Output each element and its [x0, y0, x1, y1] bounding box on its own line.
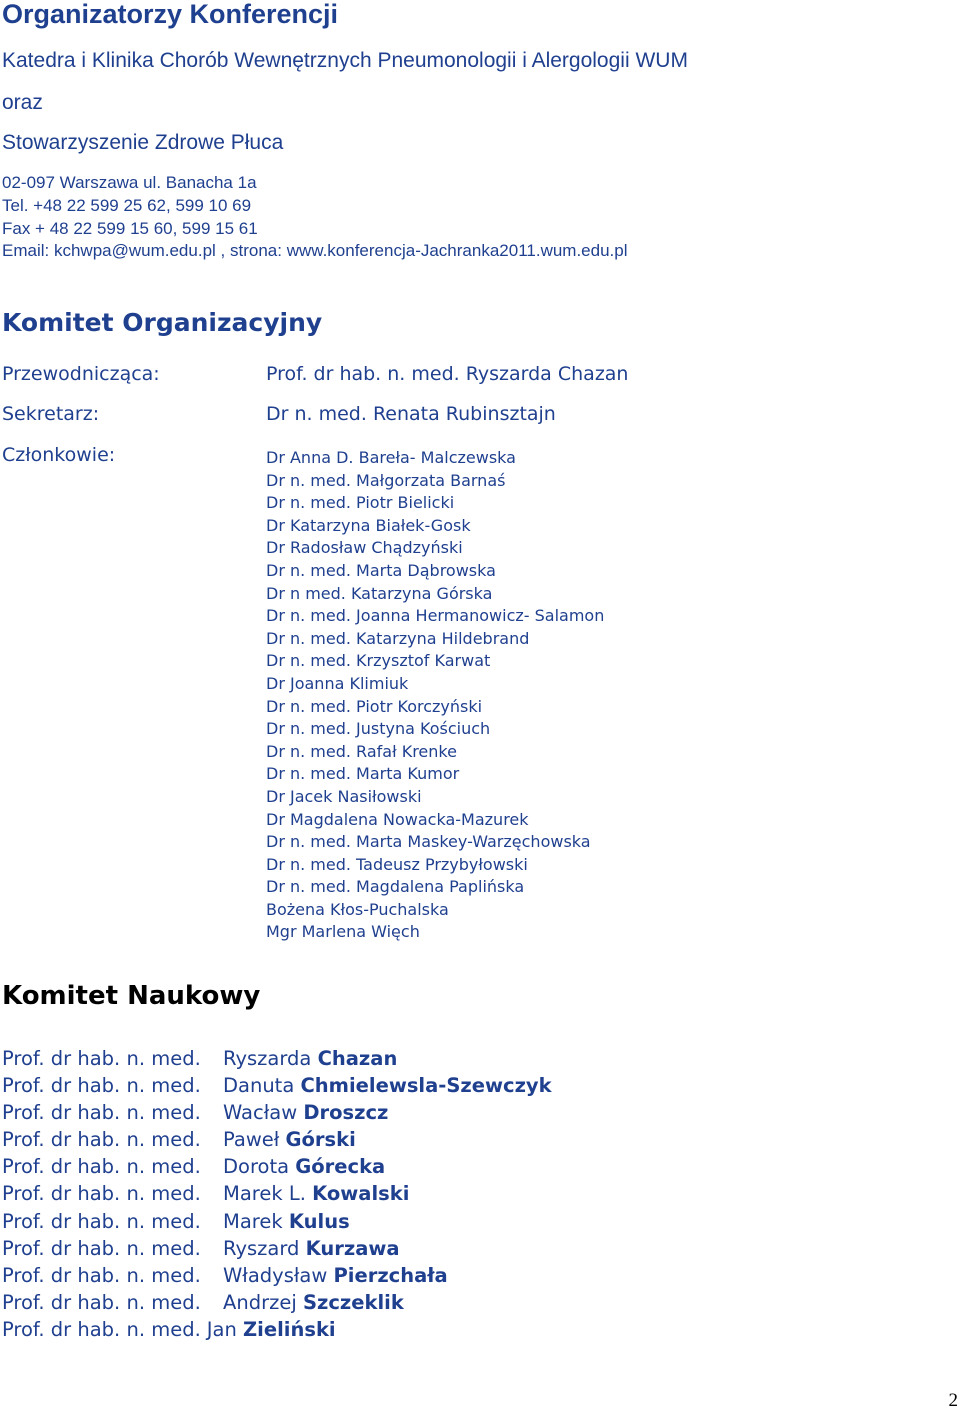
member-title: Prof. dr hab. n. med.	[2, 1047, 201, 1070]
member-surname: Kulus	[288, 1209, 350, 1233]
list-item	[2, 1126, 552, 1153]
member-first-name: Paweł	[223, 1128, 286, 1152]
member-first-name: Jan	[206, 1317, 244, 1341]
list-item: Dr Radosław Chądzyński	[266, 538, 463, 558]
list-item	[2, 1045, 552, 1072]
member-title: Prof. dr hab. n. med.	[2, 1290, 201, 1314]
chair-label: Przewodnicząca:	[2, 363, 160, 385]
email-label: Email:	[2, 241, 54, 260]
list-item: Dr Joanna Klimiuk	[266, 673, 409, 693]
member-title: Prof. dr hab. n. med.	[2, 1317, 201, 1341]
member-surname: Chmielewsla-Szewczyk	[300, 1074, 552, 1098]
member-surname: Górski	[285, 1128, 356, 1152]
member-surname: Droszcz	[303, 1101, 389, 1125]
member-first-name: Ryszarda	[223, 1047, 318, 1070]
page-number: 2	[948, 1390, 958, 1411]
list-item: Dr Anna D. Bareła- Malczewska	[266, 448, 516, 467]
member-first-name: Dorota	[223, 1155, 296, 1179]
list-item: Dr n. med. Krzysztof Karwat	[266, 651, 491, 671]
list-item: Dr Katarzyna Białek-Gosk	[266, 515, 471, 535]
secretary-name: Dr n. med. Renata Rubinsztajn	[266, 403, 556, 425]
members-label: Członkowie:	[2, 444, 116, 466]
member-title: Prof. dr hab. n. med.	[2, 1236, 201, 1260]
list-item: Dr n. med. Magdalena Paplińska	[266, 877, 525, 897]
list-item: Dr n. med. Katarzyna Hildebrand	[266, 628, 530, 648]
address-contact-line	[2, 241, 628, 261]
list-item	[2, 1180, 552, 1207]
list-item	[2, 1289, 552, 1316]
website-label: , strona:	[215, 241, 287, 260]
list-item: Dr n. med. Marta Kumor	[266, 764, 460, 784]
list-item: Dr Magdalena Nowacka-Mazurek	[266, 809, 529, 829]
list-item	[2, 1235, 552, 1262]
email-link[interactable]: kchwpa@wum.edu.pl	[53, 241, 216, 260]
chair-name: Prof. dr hab. n. med. Ryszarda Chazan	[266, 363, 629, 385]
website-link[interactable]: www.konferencja-Jachranka2011.wum.edu.pl	[286, 241, 628, 260]
member-title: Prof. dr hab. n. med.	[2, 1074, 201, 1098]
list-item: Dr n. med. Justyna Kościuch	[266, 719, 491, 739]
list-item	[2, 1072, 552, 1099]
scientific-members-list	[2, 1045, 552, 1343]
list-item	[2, 1208, 552, 1235]
member-title: Prof. dr hab. n. med.	[2, 1263, 201, 1287]
member-first-name: Andrzej	[223, 1290, 303, 1314]
scientific-committee-heading: Komitet Naukowy	[2, 981, 261, 1011]
member-title: Prof. dr hab. n. med.	[2, 1128, 201, 1152]
organizing-committee-heading: Komitet Organizacyjny	[2, 308, 323, 337]
organizer-conjunction: oraz	[2, 91, 43, 114]
list-item: Mgr Marlena Więch	[266, 922, 420, 942]
list-item: Dr n. med. Tadeusz Przybyłowski	[266, 854, 528, 874]
list-item: Dr n. med. Piotr Bielicki	[266, 493, 455, 513]
list-item: Dr Jacek Nasiłowski	[266, 786, 422, 806]
organizer-department: Katedra i Klinika Chorób Wewnętrznych Pneumonologii i Alergologii WUM	[2, 49, 688, 72]
address-fax: Fax + 48 22 599 15 60, 599 15 61	[2, 219, 258, 238]
member-title: Prof. dr hab. n. med.	[2, 1155, 201, 1179]
secretary-label: Sekretarz:	[2, 403, 100, 425]
member-first-name: Marek	[223, 1209, 289, 1233]
page-title: Organizatorzy Konferencji	[2, 0, 339, 29]
list-item: Dr n. med. Piotr Korczyński	[266, 696, 483, 716]
member-surname: Chazan	[317, 1047, 398, 1070]
member-first-name: Danuta	[223, 1074, 301, 1098]
list-item	[2, 1262, 552, 1289]
member-first-name: Wacław	[223, 1101, 304, 1125]
member-title: Prof. dr hab. n. med.	[2, 1182, 201, 1206]
member-surname: Górecka	[295, 1155, 386, 1179]
member-surname: Kowalski	[312, 1182, 410, 1206]
member-title: Prof. dr hab. n. med.	[2, 1101, 201, 1125]
list-item: Dr n med. Katarzyna Górska	[266, 583, 493, 603]
member-surname: Kurzawa	[305, 1236, 400, 1260]
list-item: Dr n. med. Marta Maskey-Warzęchowska	[266, 832, 591, 852]
member-first-name: Ryszard	[223, 1236, 306, 1260]
list-item: Bożena Kłos-Puchalska	[266, 899, 449, 919]
member-first-name: Władysław	[223, 1263, 334, 1287]
member-surname: Pierzchała	[333, 1263, 448, 1287]
list-item: Dr n. med. Joanna Hermanowicz- Salamon	[266, 606, 605, 626]
list-item: Dr n. med. Marta Dąbrowska	[266, 560, 496, 580]
address-phone: Tel. +48 22 599 25 62, 599 10 69	[2, 196, 252, 215]
member-surname: Zieliński	[243, 1317, 336, 1341]
list-item	[2, 1099, 552, 1126]
member-title: Prof. dr hab. n. med.	[2, 1209, 201, 1233]
list-item	[2, 1316, 552, 1343]
member-first-name: Marek L.	[223, 1182, 313, 1206]
member-surname: Szczeklik	[302, 1290, 404, 1314]
list-item: Dr n. med. Rafał Krenke	[266, 741, 457, 761]
organizing-members-list	[266, 447, 604, 944]
list-item: Dr n. med. Małgorzata Barnaś	[266, 470, 506, 490]
address-street: 02-097 Warszawa ul. Banacha 1a	[2, 173, 257, 192]
list-item	[2, 1153, 552, 1180]
organizer-association: Stowarzyszenie Zdrowe Płuca	[2, 131, 284, 154]
